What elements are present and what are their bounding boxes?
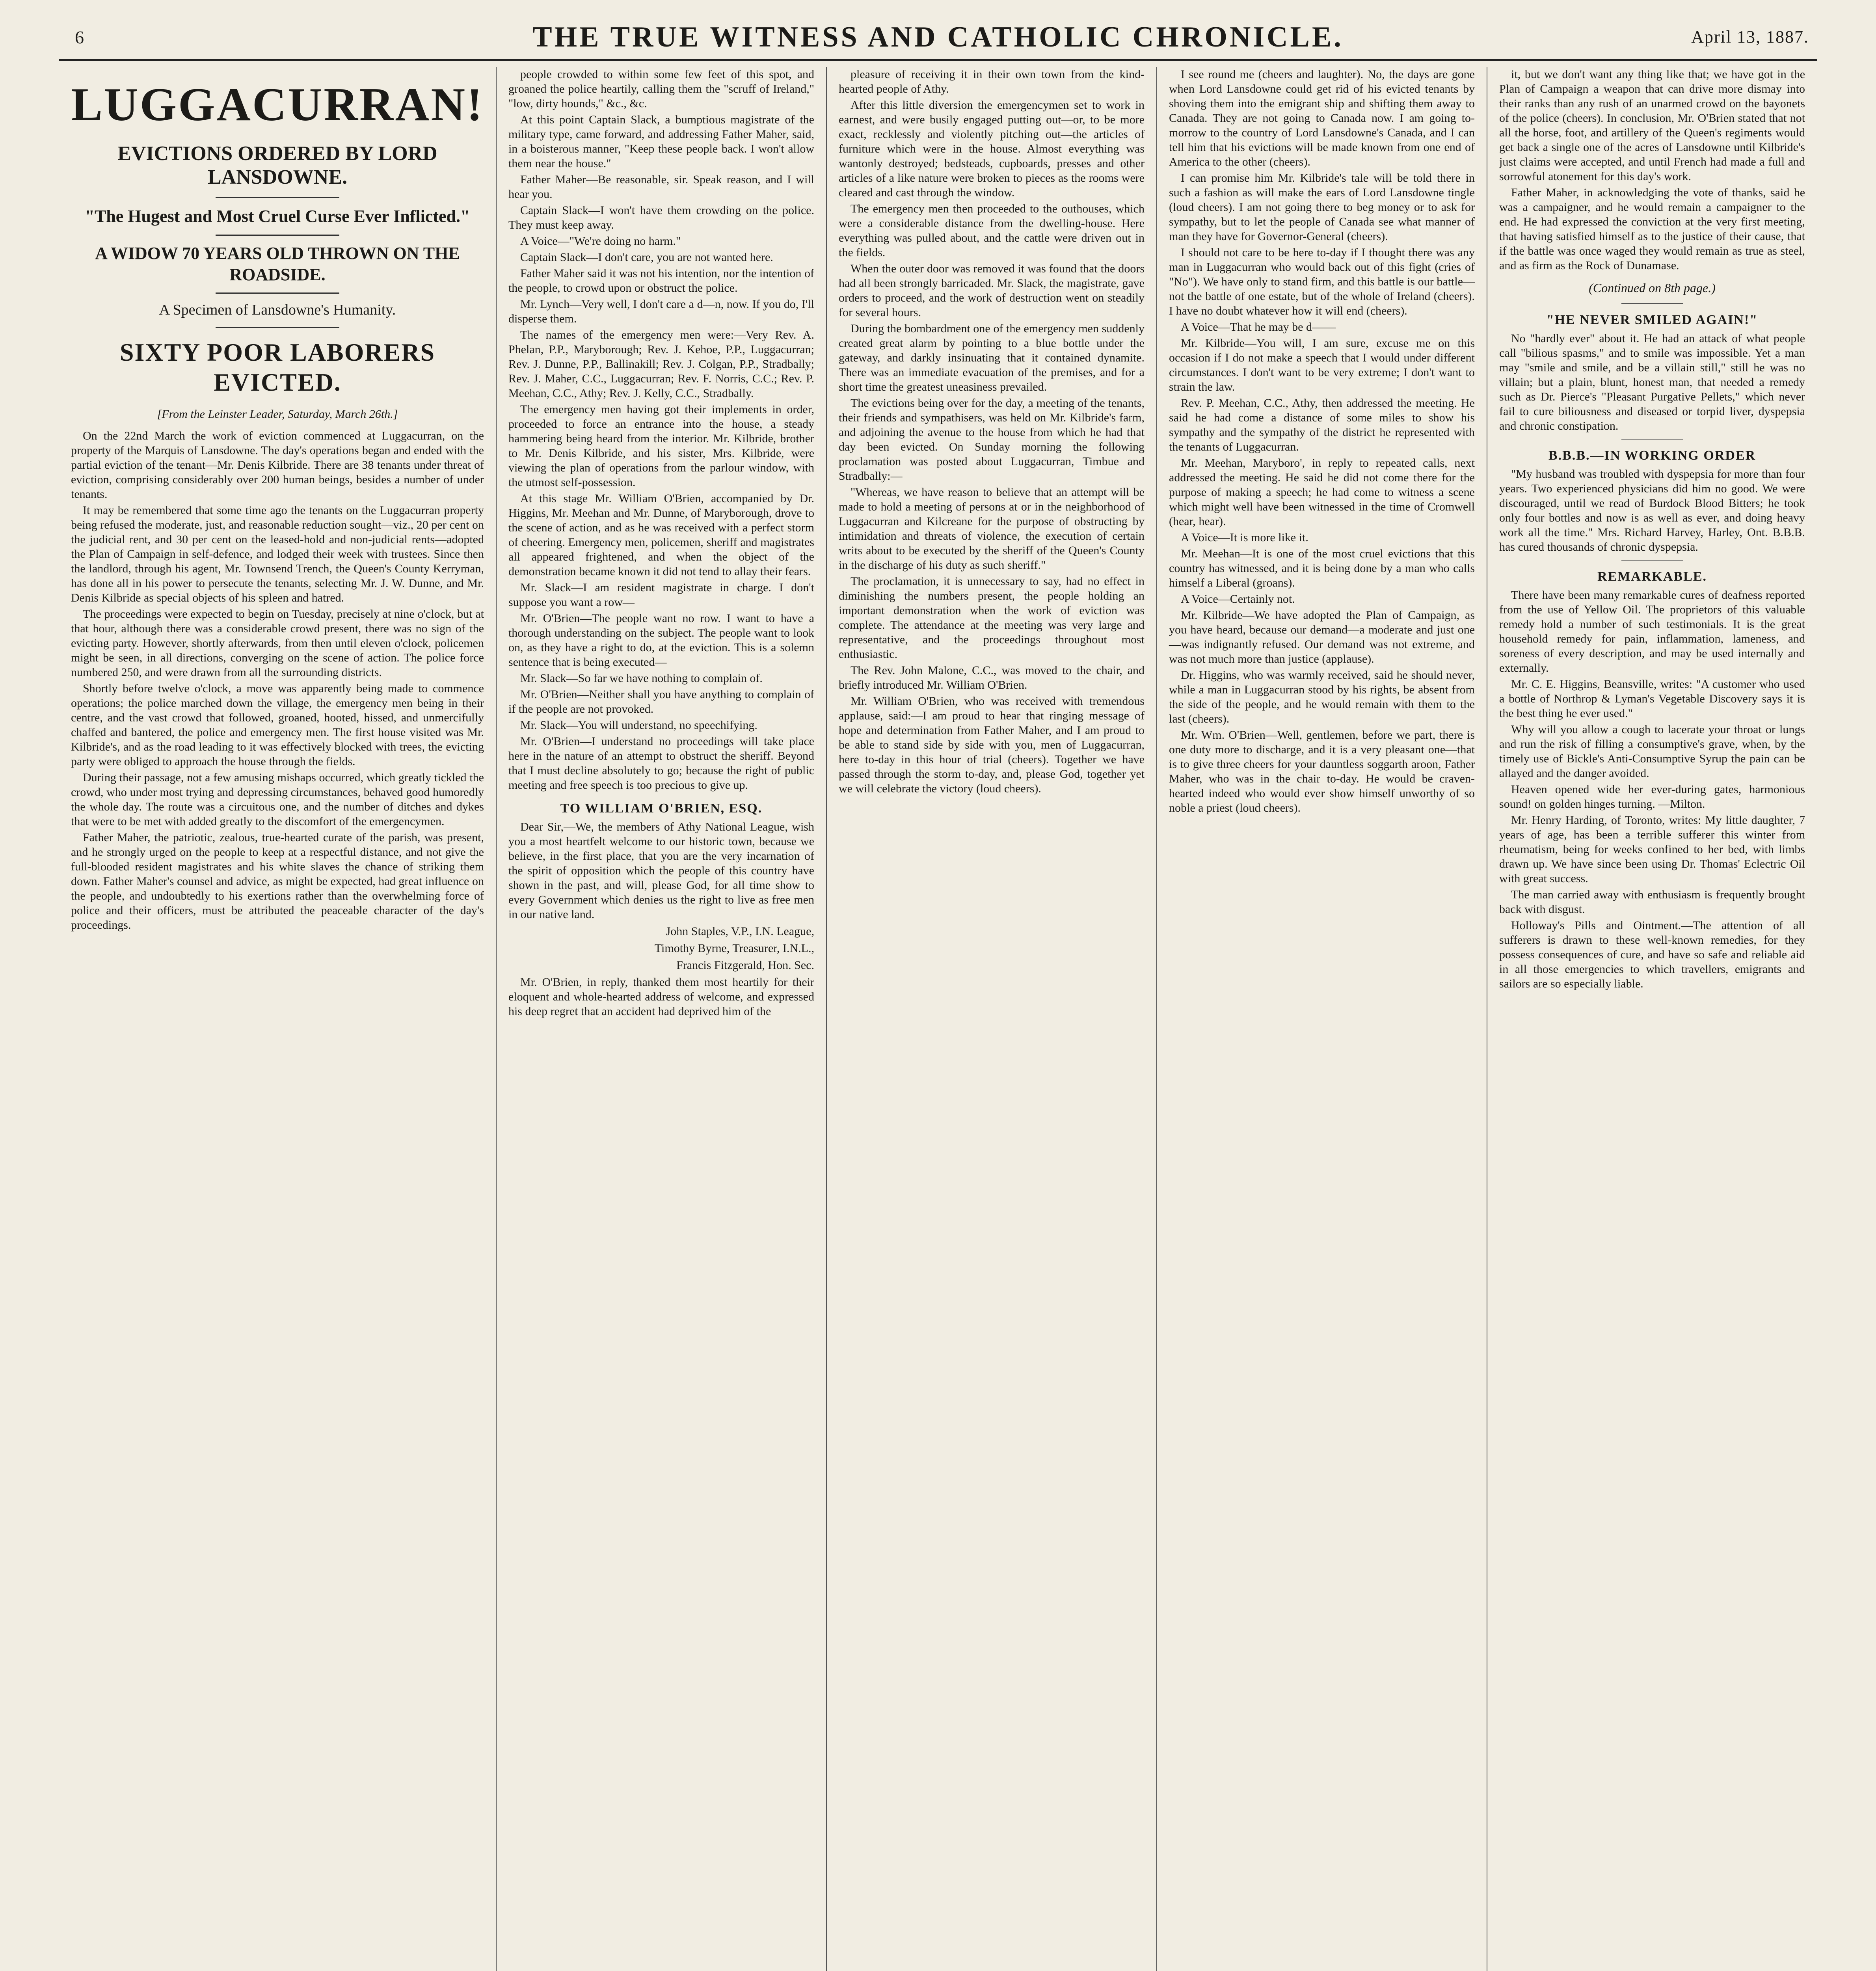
item-paragraph: Holloway's Pills and Ointment.—The attention of all sufferers is drawn to these well-known remedies, for they possess consequences of cure, and have so safe and reliable aid in all those emergencies to which travellers, emigrants and sailors are so especially liable. <box>1499 919 1805 990</box>
article-paragraph: The evictions being over for the day, a meeting of the tenants, their friends and sympathisers, was held on Mr. Kilbride's farm, and adjoining the avenue to the house from which he had that day been evicted. On Sunday morning the following proclamation was posted about Luggacurran, Timbue and Stradbally:— <box>838 397 1145 483</box>
issue-date: April 13, 1887. <box>1691 27 1809 47</box>
article-paragraph: Captain Slack—I don't care, you are not wanted here. <box>520 251 773 264</box>
item-paragraph: No "hardly ever" about it. He had an attack of what people call "bilious spasms," and to smile was impossible. Yet a man may "smile and smile, and be a villain still," still he was no villain; but a plain, blunt, honest man, that needed a remedy such as Dr. Pierce's "Pleasant Purgative Pellets," which never fail to cure biliousness and diseased or torpid liver, dyspepsia and chronic constipation. <box>1499 332 1805 432</box>
article-paragraph: When the outer door was removed it was found that the doors had all been strongly barricaded. Mr. Slack, the magistrate, gave orders to proceed, and the work of destruction went on steadily for several hours. <box>838 262 1145 319</box>
item-paragraph: Mr. C. E. Higgins, Beansville, writes: "A customer who used a bottle of Northrop & Lyman's Vegetable Discovery says it is the best thing he ever used." <box>1499 678 1805 720</box>
article-paragraph: Mr. William O'Brien, who was received with tremendous applause, said:—I am proud to hear that ringing message of hope and determination from Father Maher, and I am proud to be able to stand side by side with you, men of Luggacurran, here to-day in this hour of trial (cheers). Together we have passed through the storm to-day, and, please God, together yet we will celebrate the victory (loud cheers). <box>838 695 1145 795</box>
sub-headline: EVICTIONS ORDERED BY LORD LANSDOWNE. <box>117 142 437 188</box>
article-paragraph: A Voice—That he may be d—— <box>1181 320 1336 333</box>
column-3 <box>827 67 1157 1971</box>
article-paragraph: Mr. Meehan, Maryboro', in reply to repeated calls, next addressed the meeting. He said he did not come there for the purpose of making a speech; he had come to witness a scene which might well have been witnessed in the time of Cromwell (hear, hear). <box>1169 456 1475 528</box>
newspaper-title: THE TRUE WITNESS AND CATHOLIC CHRONICLE. <box>532 21 1344 53</box>
article-paragraph: It may be remembered that some time ago the tenants on the Luggacurran property being refused the moderate, just, and reasonable reduction sought—viz., 20 per cent on the judicial rent, and 30 per cent on the leased-hold and non-judicial rents—adopted the Plan of Campaign in self-defence, and lodged their week with trustees. Since then the landlord, through his agent, Mr. Townsend Trench, the Queen's County Kerryman, has done all in his power to persecute the tenants, selecting Mr. J. W. Dunne, and Mr. Denis Kilbride as special objects of his spleen and hatred. <box>71 504 484 604</box>
divider <box>216 292 339 294</box>
article-paragraph: Rev. P. Meehan, C.C., Athy, then addressed the meeting. He said he had come a distance of some miles to show his sympathy and the sympathy of the district he represented with the tenants of Luggacurran. <box>1169 397 1475 453</box>
column-4 <box>1157 67 1487 1971</box>
article-paragraph: At this stage Mr. William O'Brien, accompanied by Dr. Higgins, Mr. Meehan and Mr. Dunne, of Maryborough, drove to the scene of action, and as he was received with a perfect storm of cheering. Emergency men, policemen, sheriff and magistrates all appeared frightened, and when the object of the demonstration became known it did not tend to allay their fears. <box>508 492 814 578</box>
signature-line: John Staples, V.P., I.N. League, <box>666 925 814 938</box>
article-paragraph: "Whereas, we have reason to believe that an attempt will be made to hold a meeting of persons at or in the neighborhood of Luggacurran and Kilcreane for the purpose of obstructing by intimidation and threats of violence, the execution of certain writs about to be executed by the sheriff of the Queen's County in the discharge of his duty as such sheriff." <box>838 486 1145 572</box>
item-paragraph: Heaven opened wide her ever-during gates, harmonious sound! on golden hinges turning. —Milton. <box>1499 783 1805 810</box>
page-number: 6 <box>75 27 84 47</box>
article-paragraph: Mr. O'Brien—I understand no proceedings will take place here in the nature of an attempt to obstruct the sheriff. Beyond that I must decline absolutely to go; because the right of public meeting and free speech is too precious to give up. <box>508 735 814 792</box>
article-paragraph: Father Maher, the patriotic, zealous, true-hearted curate of the parish, was present, and he strongly urged on the people to keep at a respectful distance, and not give the full-blooded resident magistrates and his white slaves the chance of striking them down. Father Maher's counsel and advice, as might be expected, had great influence on the people, and undoubtedly to his exertions rather than the overwhelming force of police and their officers, must be attributed the peaceable character of the day's proceedings. <box>71 831 484 931</box>
article-paragraph: After this little diversion the emergencymen set to work in earnest, and were busily engaged putting out—or, to be more exact, recklessly and violently pitching out—the articles of furniture which were in the house. Almost everything was wantonly destroyed; bedsteads, cupboards, presses and other articles of a like nature were broken to pieces as the rooms were cleared and cast through the window. <box>838 99 1145 199</box>
article-paragraph: On the 22nd March the work of eviction commenced at Luggacurran, on the property of the Marquis of Lansdowne. The day's operations began and ended with the partial eviction of the tenant—Mr. Denis Kilbride. There are 38 tenants under threat of eviction, comprising considerably over 200 human beings, besides a number of under tenants. <box>71 429 484 501</box>
source-line: [From the Leinster Leader, Saturday, March 26th.] <box>157 408 398 421</box>
item-heading: B.B.B.—IN WORKING ORDER <box>1548 448 1756 463</box>
article-paragraph: Mr. O'Brien—Neither shall you have anything to complain of if the people are not provoked. <box>508 688 814 715</box>
continued-note: (Continued on 8th page.) <box>1589 281 1716 295</box>
article-paragraph: Mr. Kilbride—You will, I am sure, excuse me on this occasion if I do not make a speech that I would under different circumstances. I don't want to be very extreme; I don't want to strain the law. <box>1169 337 1475 393</box>
article-paragraph: Captain Slack—I won't have them crowding on the police. They must keep away. <box>508 204 814 231</box>
signature-line: Francis Fitzgerald, Hon. Sec. <box>676 959 814 972</box>
article-paragraph: Mr. O'Brien, in reply, thanked them most heartily for their eloquent and whole-hearted address of welcome, and expressed his deep regret that an accident had deprived him of the <box>508 976 814 1018</box>
article-paragraph: A Voice—"We're doing no harm." <box>520 235 681 248</box>
article-paragraph: Mr. Meehan—It is one of the most cruel evictions that this country has witnessed, and it is being done by a man who calls himself a Liberal (groans). <box>1169 547 1475 589</box>
article-paragraph: Dr. Higgins, who was warmly received, said he should never, while a man in Luggacurran stood by his rights, be absent from the side of the people, and he would remain with them to the last (cheers). <box>1169 669 1475 725</box>
divider <box>216 197 339 198</box>
article-paragraph: pleasure of receiving it in their own town from the kind-hearted people of Athy. <box>838 68 1145 95</box>
item-paragraph: The man carried away with enthusiasm is frequently brought back with disgust. <box>1499 888 1805 916</box>
article-paragraph: During their passage, not a few amusing mishaps occurred, which greatly tickled the crowd, who under most trying and depressing circumstances, behaved good humoredly the whole day. The route was a circuitous one, and the number of ditches and dykes that were to be met with added greatly to the discomfort of the emergencymen. <box>71 771 484 828</box>
article-paragraph: Mr. Slack—I am resident magistrate in charge. I don't suppose you want a row— <box>508 581 814 609</box>
divider <box>1621 439 1682 440</box>
article-paragraph: I can promise him Mr. Kilbride's tale will be told there in such a fashion as will make the ears of Lord Lansdowne tingle (loud cheers). I am not going there to beg money or to ask for sympathy, but to let the people of Canada see what manner of man they have for Governor-General (cheers). <box>1169 171 1475 243</box>
article-paragraph: Father Maher—Be reasonable, sir. Speak reason, and I will hear you. <box>508 173 814 201</box>
item-heading: REMARKABLE. <box>1597 569 1707 584</box>
article-paragraph: Mr. Lynch—Very well, I don't care a d—n, now. If you do, I'll disperse them. <box>508 298 814 325</box>
article-paragraph: The emergency men having got their implements in order, proceeded to force an entrance into the house, a steady hammering being heard from the interior. Mr. Kilbride, brother to Mr. Denis Kilbride, and his sister, Mrs. Kilbride, were viewing the plan of operations from the parlour window, with the utmost self-possession. <box>508 403 814 489</box>
specimen-headline: A Specimen of Lansdowne's Humanity. <box>159 302 396 318</box>
letter-paragraph: Dear Sir,—We, the members of Athy National League, wish you a most heartfelt welcome to our historic town, because we believe, in the first place, that you are the very incarnation of the spirit of opposition which the people of this country have shown in the past, and will, please God, for all time show to every Government which denies us the right to live as free men in our native land. <box>508 820 814 921</box>
item-paragraph: Mr. Henry Harding, of Toronto, writes: My little daughter, 7 years of age, has been a terrible sufferer this winter from rheumatism, being for weeks confined to her bed, with limbs drawn up. We have since been using Dr. Thomas' Eclectric Oil with great success. <box>1499 814 1805 885</box>
article-paragraph: Mr. Wm. O'Brien—Well, gentlemen, before we part, there is one duty more to discharge, and it is a very pleasant one—that is to give three cheers for your dauntless soggarth aroon, Father Maher, who was in the chair to-day. He would be craven-hearted indeed who would ever show himself unworthy of so noble a priest (loud cheers). <box>1169 728 1475 814</box>
article-paragraph: Mr. Kilbride—We have adopted the Plan of Campaign, as you have heard, because our demand—a moderate and just one—was indignantly refused. Our demand was not extreme, and was not much more than justice (applause). <box>1169 609 1475 665</box>
item-paragraph: "My husband was troubled with dyspepsia for more than four years. Two experienced physicians did him no good. We were discouraged, until we read of Burdock Blood Bitters; he took only four bottles and now is as well as ever, and doing heavy work all the time." Mrs. Richard Harvey, Harley, Ont. B.B.B. has cured thousands of chronic dyspepsia. <box>1499 468 1805 553</box>
article-paragraph: At this point Captain Slack, a bumptious magistrate of the military type, came forward, and addressing Father Maher, said, in a boisterous manner, "Keep these people back. I won't allow them near the house." <box>508 113 814 170</box>
column-5 <box>1487 67 1817 1971</box>
article-paragraph: Mr. Slack—You will understand, no speechifying. <box>520 719 757 732</box>
item-heading: "HE NEVER SMILED AGAIN!" <box>1546 313 1758 327</box>
column-2 <box>497 67 827 1971</box>
signature-line: Timothy Byrne, Treasurer, I.N.L., <box>654 942 814 955</box>
article-paragraph: The proceedings were expected to begin on Tuesday, precisely at nine o'clock, but at that hour, although there was a considerable crowd present, there was no sign of the evicting party. However, shortly afterwards, from then until eleven o'clock, policemen might be seen, in all directions, converging on the scene of action. The police force numbered 250, and were drawn from all the surrounding districts. <box>71 607 484 679</box>
article-paragraph: Mr. Slack—So far we have nothing to complain of. <box>520 672 763 685</box>
letter-heading: TO WILLIAM O'BRIEN, ESQ. <box>560 801 763 816</box>
article-paragraph: Father Maher, in acknowledging the vote of thanks, said he was a campaigner, and he would remain a campaigner to the end. He had expressed the conviction at the very first meeting, that having satisfied himself as to the justice of their cause, that if the battle was once waged they would remain as true as steel, and as firm as the Rock of Dunamase. <box>1499 186 1805 272</box>
article-paragraph: A Voice—Certainly not. <box>1181 592 1295 605</box>
article-paragraph: Mr. O'Brien—The people want no row. I want to have a thorough understanding on the subject. The people want to look on, as they have a right to do, at the eviction. This is a solemn sentence that is being executed— <box>508 612 814 669</box>
quote-headline: "The Hugest and Most Cruel Curse Ever Inflicted." <box>85 207 470 226</box>
columns <box>59 67 1817 1971</box>
item-paragraph: There have been many remarkable cures of deafness reported from the use of Yellow Oil. The proprietors of this valuable remedy hold a number of such testimonials. It is the great household remedy for pain, inflammation, lameness, and soreness of every description, and may be used internally and externally. <box>1499 589 1805 674</box>
article-paragraph: Shortly before twelve o'clock, a move was apparently being made to commence operations; the police marched down the village, the emergency men being in their centre, and the vast crowd that followed, groaned, hooted, hissed, and unmercifully chaffed and bantered, the police and emergency men. The first house visited was Mr. Kilbride's, and as the road leading to it was effectively blocked with trees, the evicting party were obliged to approach the house through the fields. <box>71 682 484 768</box>
widow-headline: A WIDOW 70 YEARS OLD THROWN ON THE ROADSIDE. <box>95 244 460 284</box>
column-1 <box>59 67 497 1971</box>
article-paragraph: I should not care to be here to-day if I thought there was any man in Luggacurran who would back out of this fight (cries of "No"). We have only to stand firm, and this battle is our battle—not the battle of one estate, but of the whole of Ireland (cheers). I have no doubt whatever how it will end (cheers). <box>1169 246 1475 317</box>
article-paragraph: it, but we don't want any thing like that; we have got in the Plan of Campaign a weapon that can drive more dismay into their ranks than any rush of an unarmed crowd on the bayonets of the police (cheers). In conclusion, Mr. O'Brien stated that not all the horse, foot, and artillery of the Queen's regiments would get back a single one of the acres of Lansdowne until Kilbride's just claims were accepted, and until French had made a full and sorrowful atonement for this day's work. <box>1499 68 1805 183</box>
article-paragraph: The names of the emergency men were:—Very Rev. A. Phelan, P.P., Maryborough; Rev. J. Kehoe, P.P., Luggacurran; Rev. J. Dunne, P.P., Ballinakill; Rev. J. Colgan, P.P., Stradbally; Rev. J. Maher, C.C., Luggacurran; Rev. F. Norris, C.C.; Rev. P. Meehan, C.C., Athy; Rev. J. Kelly, C.C., Stradbally. <box>508 328 814 400</box>
article-paragraph: During the bombardment one of the emergency men suddenly created great alarm by pointing to a blue bottle under the gateway, and darkly insinuating that it contained dynamite. There was an immediate evacuation of the premises, and for a short time the greatest uneasiness prevailed. <box>838 322 1145 393</box>
divider <box>216 327 339 328</box>
article-paragraph: A Voice—It is more like it. <box>1181 531 1308 544</box>
divider <box>1621 560 1682 561</box>
article-paragraph: The Rev. John Malone, C.C., was moved to the chair, and briefly introduced Mr. William O'Brien. <box>838 664 1145 691</box>
article-paragraph: I see round me (cheers and laughter). No, the days are gone when Lord Lansdowne could get rid of his evicted tenants by shoving them into the emigrant ship and shifting them away to Canada. They are not going to Canada now. I am going to-morrow to the country of Lord Lansdowne's Canada, and I can tell him that his evictions will be made known from one end of America to the other (cheers). <box>1169 68 1475 168</box>
main-headline: LUGGACURRAN! <box>71 78 484 130</box>
divider <box>1621 303 1682 304</box>
article-paragraph: The emergency men then proceeded to the outhouses, which were a considerable distance from the dwelling-house. Here everything was pulled about, and the cattle were driven out in the fields. <box>838 202 1145 259</box>
evicted-headline: SIXTY POOR LABORERS EVICTED. <box>119 338 436 396</box>
divider <box>216 235 339 236</box>
article-paragraph: people crowded to within some few feet of this spot, and groaned the police heartily, calling them the "scruff of Ireland," "low, dirty hounds," &c., &c. <box>508 68 814 110</box>
article-paragraph: Father Maher said it was not his intention, nor the intention of the people, to crowd upon or obstruct the police. <box>508 267 814 294</box>
article-paragraph: The proclamation, it is unnecessary to say, had no effect in diminishing the numbers present, the people holding an important demonstration when the work of eviction was complete. The attendance at the meeting was very large and representative, and the proceedings throughout most enthusiastic. <box>838 575 1145 661</box>
masthead <box>59 12 1817 61</box>
item-paragraph: Why will you allow a cough to lacerate your throat or lungs and run the risk of filling a consumptive's grave, when, by the timely use of Bickle's Anti-Consumptive Syrup the pain can be allayed and the danger avoided. <box>1499 723 1805 780</box>
